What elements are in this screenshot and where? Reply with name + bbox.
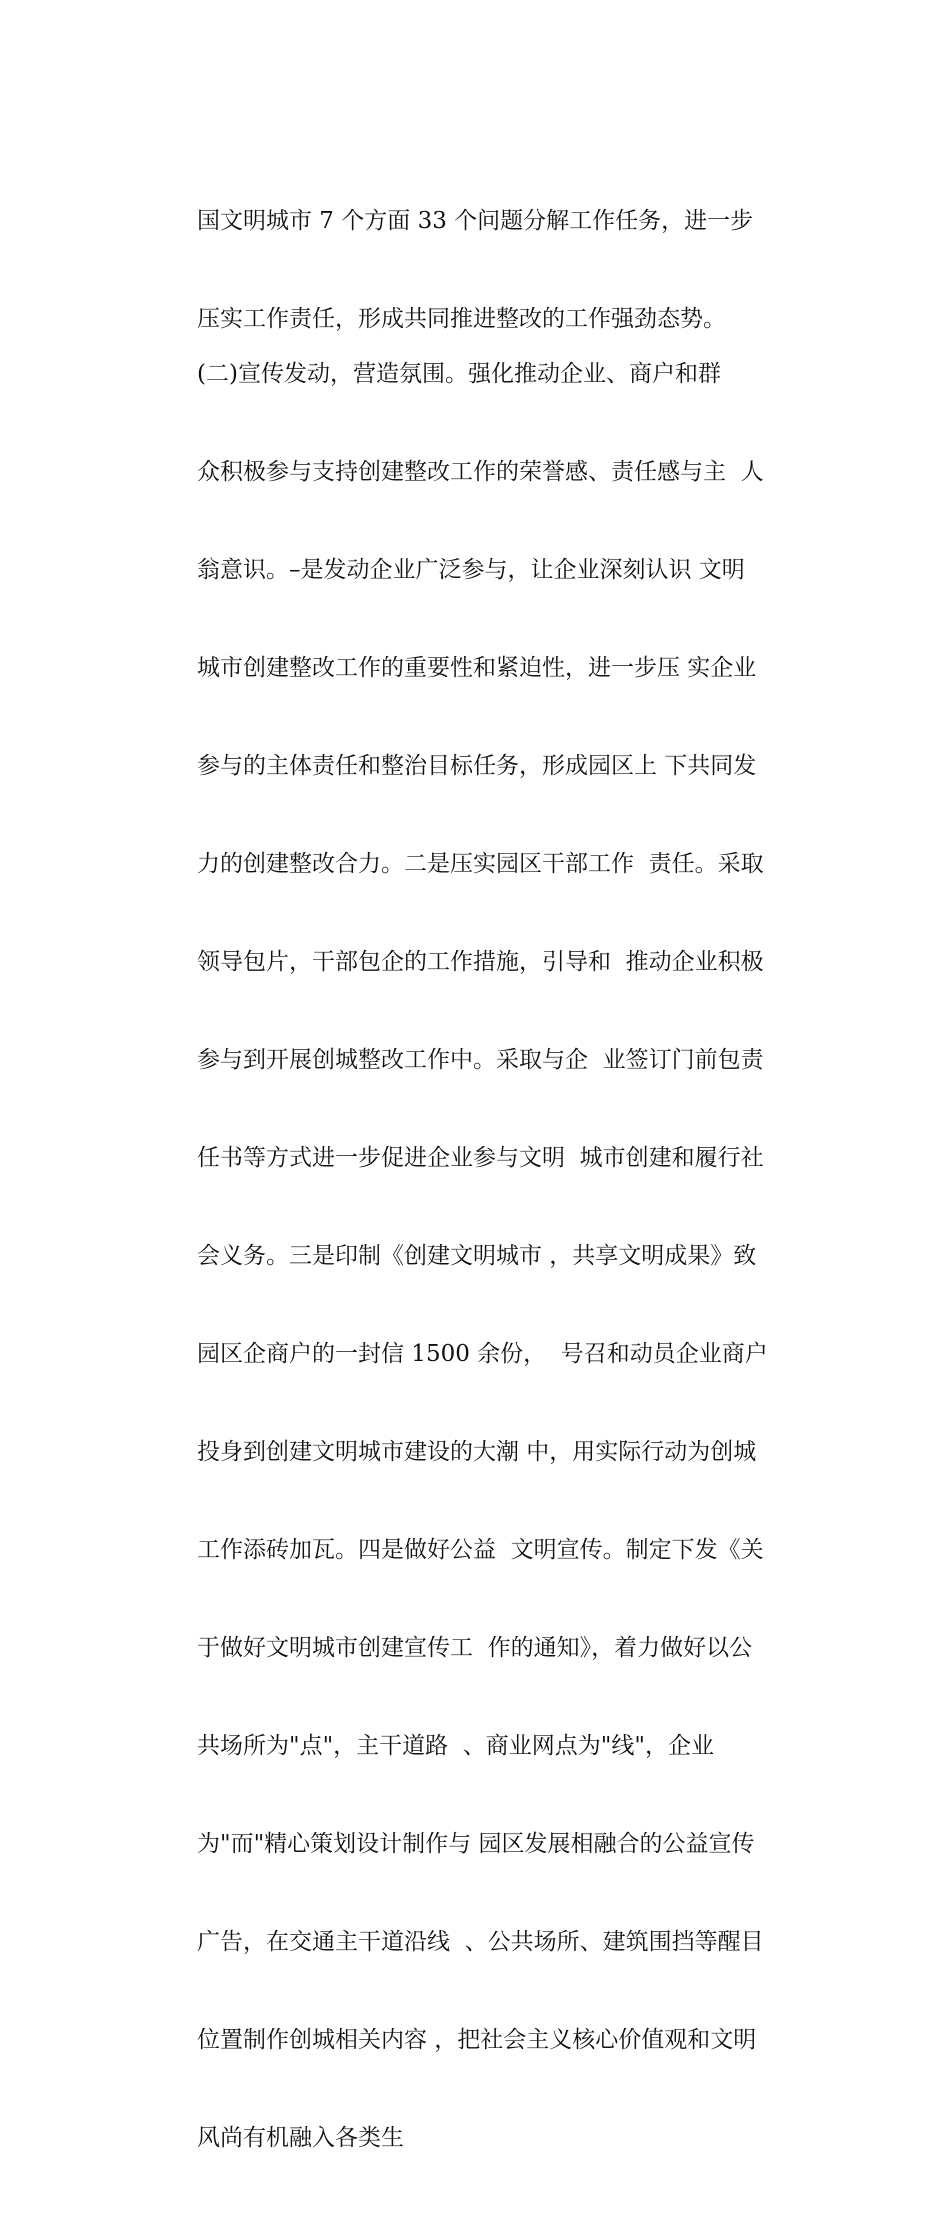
paragraph-line: 众积极参与支持创建整改工作的荣誉感、责任感与主 人 <box>197 459 764 485</box>
paragraph-line: 广告，在交通主干道沿线 、公共场所、建筑围挡等醒目 <box>197 1929 764 1955</box>
paragraph-2 <box>197 299 777 2213</box>
paragraph-line: 工作添砖加瓦。四是做好公益 文明宣传。制定下发《关 <box>197 1537 764 1563</box>
paragraph-line: 参与的主体责任和整治目标任务，形成园区上 下共同发 <box>197 753 757 779</box>
paragraph-line: 任书等方式进一步促进企业参与文明 城市创建和履行社 <box>197 1145 764 1171</box>
paragraph-line: 会义务。三是印制《创建文明城市 ，共享文明成果》致 <box>197 1243 757 1269</box>
paragraph-line: 共场所为"点"，主干道路 、商业网点为"线"，企业 <box>197 1733 714 1759</box>
paragraph-line: 翁意识。–是发动企业广泛参与，让企业深刻认识 文明 <box>197 557 745 583</box>
paragraph-line: 力的创建整改合力。二是压实园区干部工作 责任。采取 <box>197 851 764 877</box>
paragraph-line: 园区企商户的一封信 1500 余份， 号召和动员企业商户 <box>197 1341 768 1367</box>
paragraph-line: 于做好文明城市创建宣传工 作的通知》，着力做好以公 <box>197 1635 753 1661</box>
paragraph-line: 参与到开展创城整改工作中。采取与企 业签订门前包责 <box>197 1047 764 1073</box>
paragraph-line: 领导包片，干部包企的工作措施，引导和 推动企业积极 <box>197 949 764 975</box>
paragraph-line: 城市创建整改工作的重要性和紧迫性，进一步压 实企业 <box>197 655 757 681</box>
paragraph-line: 压实工作责任，形成共同推进整改的工作强劲态势。 <box>197 306 726 332</box>
paragraph-line: 位置制作创城相关内容 ，把社会主义核心价值观和文明 <box>197 2027 757 2053</box>
paragraph-line: (二)宣传发动，营造氛围。强化推动企业、商户和群 <box>197 361 721 387</box>
paragraph-line: 国文明城市 7 个方面 33 个问题分解工作任务，进一步 <box>197 208 754 234</box>
paragraph-line: 风尚有机融入各类生 <box>197 2125 404 2151</box>
paragraph-line: 投身到创建文明城市建设的大潮 中，用实际行动为创城 <box>197 1439 757 1465</box>
paragraph-line: 为"而"精心策划设计制作与 园区发展相融合的公益宣传 <box>197 1831 755 1857</box>
